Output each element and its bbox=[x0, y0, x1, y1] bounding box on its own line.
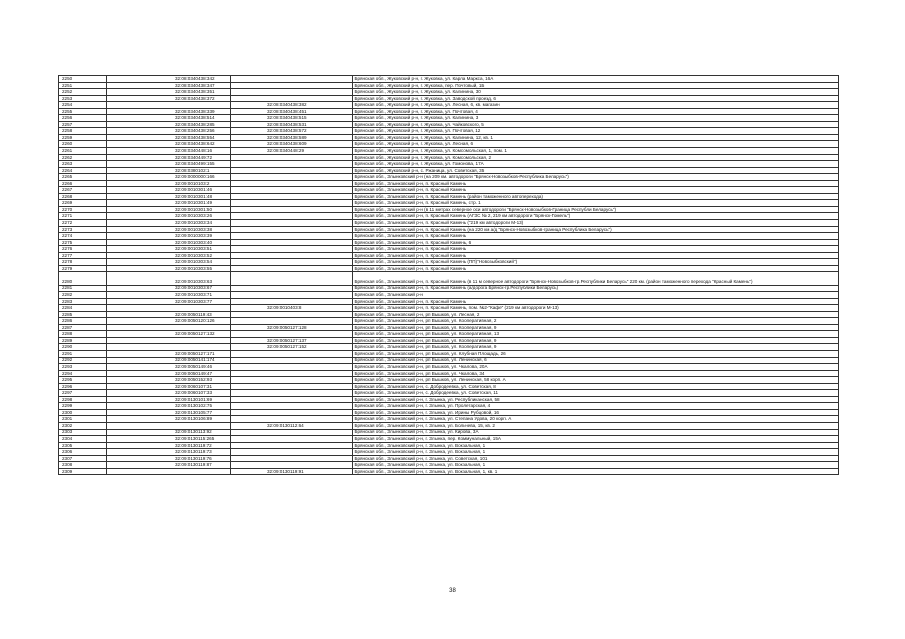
cadastral-number-cell: 32:09:0010303:71 bbox=[107, 292, 231, 299]
cadastral-number-cell: 32:09:0000000:166 bbox=[107, 174, 231, 181]
cadastral-number-cell: 32:08:0340438:256 bbox=[107, 128, 231, 135]
cadastral-number-cell: 32:09:0050119:43 bbox=[107, 311, 231, 318]
address-cell: Брянская обл., Злынковский р-н, г. Злынка, пер. Коммунальный, 15А bbox=[353, 436, 839, 443]
row-number-cell: 2255 bbox=[59, 108, 107, 115]
address-cell: Брянская обл., Жуковский р-н, г. Жуковка, ул. Калинина, 30 bbox=[353, 89, 839, 96]
row-number-cell: 2309 bbox=[59, 468, 107, 475]
cadastral-number-cell: 32:08:0340438:514 bbox=[107, 115, 231, 122]
table-row bbox=[59, 468, 839, 475]
row-number-cell: 2306 bbox=[59, 449, 107, 456]
row-number-cell: 2276 bbox=[59, 246, 107, 253]
row-number-cell: 2273 bbox=[59, 226, 107, 233]
cadastral-number-cell: 32:09:0010303:55 bbox=[107, 265, 231, 272]
row-number-cell: 2307 bbox=[59, 455, 107, 462]
address-cell: Брянская обл., Злынковский р-н, рп Вышков, ул. Кооперативная, 9 bbox=[353, 344, 839, 351]
cadastral-number-cell: 32:09:0130119:72 bbox=[107, 442, 231, 449]
row-number-cell: 2296 bbox=[59, 383, 107, 390]
address-cell: Брянская обл., Злынковский р-н, рп Вышков, ул. Лесная, 2 bbox=[353, 311, 839, 318]
address-cell: Брянская обл., Злынковский р-н, п. Красный Камень ("219 км автодороги М-13) bbox=[353, 220, 839, 227]
cadastral-number-cell: 32:09:0050120:126 bbox=[107, 318, 231, 325]
address-cell: Брянская обл., Злынковский р-н, п. Красный Камень (район таможенного автоперехода) bbox=[353, 193, 839, 200]
address-cell: Брянская обл., Злынковский р-н, рп Вышков, ул. Чкалова, 20А bbox=[353, 364, 839, 371]
row-number-cell: 2264 bbox=[59, 167, 107, 174]
row-number-cell: 2277 bbox=[59, 252, 107, 259]
address-cell: Брянская обл., Злынковский р-н, г. Злынка, ул. Ирины Рубцовой, 16 bbox=[353, 409, 839, 416]
row-number-cell: 2291 bbox=[59, 350, 107, 357]
cadastral-number-cell: 32:08:0340438:285 bbox=[107, 121, 231, 128]
address-cell: Брянская обл., Злынковский р-н, п. Красный Камень (ПП)"Новозыбковский") bbox=[353, 259, 839, 266]
row-number-cell: 2275 bbox=[59, 239, 107, 246]
building-cadastral-number-cell: 32:08:0340438:451 bbox=[231, 108, 353, 115]
address-cell: Брянская обл., Злынковский р-н, рп Вышков, ул. Клубная Площадь, 26 bbox=[353, 350, 839, 357]
address-cell: Брянская обл., Злынковский р-н bbox=[353, 292, 839, 299]
address-cell: Брянская обл., Злынковский р-н, с. Добродеевка, ул. Советская, 11 bbox=[353, 390, 839, 397]
row-number-cell: 2292 bbox=[59, 357, 107, 364]
cadastral-table bbox=[58, 75, 839, 475]
cadastral-number-cell: 32:09:0130101:69 bbox=[107, 396, 231, 403]
address-cell: Брянская обл., Злынковский р-н, г. Злынка, ул. Вокзальная, 1 bbox=[353, 462, 839, 469]
address-cell: Брянская обл., Злынковский р-н, п. Красный Камень (на 220 км а/д "Брянск-Новозыбков-граница Республика Беларусь") bbox=[353, 226, 839, 233]
address-cell: Брянская обл., Злынковский р-н, п. Красный Камень bbox=[353, 246, 839, 253]
cadastral-number-cell: 32:09:0130119:76 bbox=[107, 455, 231, 462]
address-cell: Брянская обл., Злынковский р-н, п. Красный Камень bbox=[353, 233, 839, 240]
address-cell: Брянская обл., Жуковский р-н, г. Жуковка, ул. Лесная, 6 bbox=[353, 141, 839, 148]
address-cell: Брянская обл., Злынковский р-н, рп Вышков, ул. Ленинская, 58 корп. А bbox=[353, 377, 839, 384]
cadastral-number-cell: 32:09:0060107:33 bbox=[107, 390, 231, 397]
row-number-cell: 2295 bbox=[59, 377, 107, 384]
cadastral-number-cell: 32:09:0130119:87 bbox=[107, 462, 231, 469]
address-cell: Брянская обл., Жуковский р-н, г. Жуковка, ул. Карла Маркса, 16А bbox=[353, 76, 839, 83]
row-number-cell: 2256 bbox=[59, 115, 107, 122]
cadastral-number-cell: 32:09:0060107:31 bbox=[107, 383, 231, 390]
cadastral-number-cell: 32:09:0010303:52 bbox=[107, 252, 231, 259]
address-cell: Брянская обл., Злынковский р-н, рп Вышков, ул. Чкалова, 34 bbox=[353, 370, 839, 377]
cadastral-number-cell: 32:08:0340438:351 bbox=[107, 89, 231, 96]
address-cell: Брянская обл., Жуковский р-н, г. Жуковка, ул. Комсомольская, 1, пом. 1 bbox=[353, 148, 839, 155]
address-cell: Брянская обл., Жуковский р-н, с. Ржаница, ул. Советская, 35 bbox=[353, 167, 839, 174]
cadastral-number-cell: 32:09:0050127:132 bbox=[107, 331, 231, 338]
row-number-cell: 2262 bbox=[59, 154, 107, 161]
building-cadastral-number-cell: 32:08:0340438:531 bbox=[231, 121, 353, 128]
cadastral-number-cell bbox=[107, 468, 231, 475]
cadastral-number-cell: 32:08:0340438:342 bbox=[107, 76, 231, 83]
address-cell: Брянская обл., Злынковский р-н, п. Красный Камень bbox=[353, 187, 839, 194]
row-number-cell: 2263 bbox=[59, 161, 107, 168]
cadastral-number-cell: 32:09:0050149:46 bbox=[107, 364, 231, 371]
cadastral-number-cell: 32:09:0010303:38 bbox=[107, 226, 231, 233]
address-cell: Брянская обл., Злынковский р-н, рп Вышков, ул. Кооперативная, 13 bbox=[353, 331, 839, 338]
row-number-cell: 2279 bbox=[59, 265, 107, 272]
row-number-cell: 2270 bbox=[59, 206, 107, 213]
row-number-cell: 2274 bbox=[59, 233, 107, 240]
cadastral-number-cell: 32:08:0340438:642 bbox=[107, 141, 231, 148]
row-number-cell: 2283 bbox=[59, 298, 107, 305]
row-number-cell: 2301 bbox=[59, 416, 107, 423]
address-cell: Брянская обл., Злынковский р-н, п. Красный Камень bbox=[353, 252, 839, 259]
row-number-cell: 2286 bbox=[59, 318, 107, 325]
cadastral-number-cell: 32:09:0130105:77 bbox=[107, 409, 231, 416]
address-cell: Брянская обл., Злынковский р-н, г. Злынка, ул. Пролетарская, 4 bbox=[353, 403, 839, 410]
row-number-cell: 2293 bbox=[59, 364, 107, 371]
address-cell: Брянская обл., Жуковский р-н, г. Жуковка, ул. Калинина, 3 bbox=[353, 115, 839, 122]
cadastral-number-cell: 32:09:0010303:77 bbox=[107, 298, 231, 305]
address-cell: Брянская обл., Жуковский р-н, г. Жуковка, ул. Заводской проезд, 6 bbox=[353, 95, 839, 102]
address-cell: Брянская обл., Злынковский р-н, г. Злынка, ул. Кирова, 3А bbox=[353, 429, 839, 436]
cadastral-number-cell: 32:08:0340448:16 bbox=[107, 148, 231, 155]
address-cell: Брянская обл., Злынковский р-н, г. Злынка, ул. Вокзальная, 1, кв. 1 bbox=[353, 468, 839, 475]
row-number-cell: 2298 bbox=[59, 396, 107, 403]
cadastral-number-cell: 32:08:0380102:1 bbox=[107, 167, 231, 174]
building-cadastral-number-cell: 32:09:0010403:8 bbox=[231, 305, 353, 312]
address-cell: Брянская обл., Злынковский р-н, с. Добродеевка, ул. Советская, 8 bbox=[353, 383, 839, 390]
row-number-cell: 2308 bbox=[59, 462, 107, 469]
address-cell: Брянская обл., Жуковский р-н, г. Жуковка, ул. Калинина, 12, кв. 1 bbox=[353, 134, 839, 141]
cadastral-number-cell: 32:09:0010301:50 bbox=[107, 206, 231, 213]
row-number-cell: 2285 bbox=[59, 311, 107, 318]
cadastral-number-cell: 32:09:0010303:39 bbox=[107, 233, 231, 240]
building-cadastral-number-cell: 32:09:0050127:128 bbox=[231, 324, 353, 331]
row-number-cell: 2289 bbox=[59, 337, 107, 344]
table-row bbox=[59, 272, 839, 285]
row-number-cell: 2282 bbox=[59, 292, 107, 299]
cadastral-number-cell: 32:09:0010303:26 bbox=[107, 213, 231, 220]
row-number-cell: 2303 bbox=[59, 429, 107, 436]
cadastral-number-cell: 32:09:0050141:174 bbox=[107, 357, 231, 364]
address-cell: Брянская обл., Злынковский р-н, г. Злынка, ул. Вокзальная, 1 bbox=[353, 442, 839, 449]
address-cell: Брянская обл., Жуковский р-н, г. Жуковка, ул. Лесная, 6, кв. магазин bbox=[353, 102, 839, 109]
row-number-cell: 2260 bbox=[59, 141, 107, 148]
row-number-cell: 2253 bbox=[59, 95, 107, 102]
address-cell: Брянская обл., Злынковский р-н, п. Красный Камень bbox=[353, 265, 839, 272]
cadastral-number-cell: 32:09:0010301:49 bbox=[107, 200, 231, 207]
row-number-cell: 2281 bbox=[59, 285, 107, 292]
address-cell: Брянская обл., Злынковский р-н, п. Красный Камень, стр. 1 bbox=[353, 200, 839, 207]
row-number-cell: 2259 bbox=[59, 134, 107, 141]
cadastral-number-cell: 32:08:0340449:72 bbox=[107, 154, 231, 161]
row-number-cell: 2302 bbox=[59, 422, 107, 429]
page-number: 38 bbox=[449, 588, 456, 594]
address-cell: Брянская обл., Злынковский р-н (на 209 км. автодороги "Брянск-Новозыбков-Республика Беларусь") bbox=[353, 174, 839, 181]
building-cadastral-number-cell: 32:08:0340438:572 bbox=[231, 128, 353, 135]
address-cell: Брянская обл., Жуковский р-н, г. Жуковка, ул. Чайковского, 5 bbox=[353, 121, 839, 128]
row-number-cell: 2287 bbox=[59, 324, 107, 331]
building-cadastral-number-cell: 32:08:0340438:382 bbox=[231, 102, 353, 109]
row-number-cell: 2290 bbox=[59, 344, 107, 351]
row-number-cell: 2294 bbox=[59, 370, 107, 377]
address-cell: Брянская обл., Злынковский р-н (в 11 метрах северное оси автодороги "Брянск-Новозыбков-Граница Республи Беларусь") bbox=[353, 206, 839, 213]
building-cadastral-number-cell: 32:08:0340448:29 bbox=[231, 148, 353, 155]
row-number-cell: 2284 bbox=[59, 305, 107, 312]
row-number-cell: 2258 bbox=[59, 128, 107, 135]
cadastral-number-cell: 32:09:0010303:51 bbox=[107, 246, 231, 253]
cadastral-number-cell: 32:09:0010103:2 bbox=[107, 180, 231, 187]
row-number-cell: 2269 bbox=[59, 200, 107, 207]
building-cadastral-number-cell: 32:09:0050127:137 bbox=[231, 337, 353, 344]
row-number-cell: 2252 bbox=[59, 89, 107, 96]
cadastral-number-cell: 32:09:0050149:47 bbox=[107, 370, 231, 377]
address-cell: Брянская обл., Злынковский р-н, г. Злынка, ул. Вокзальная, 1 bbox=[353, 449, 839, 456]
address-cell: Брянская обл., Злынковский р-н, п. Красный Камень (АГЗС № 2, 219 км автодороги "Брянск-Гомель") bbox=[353, 213, 839, 220]
row-number-cell: 2305 bbox=[59, 442, 107, 449]
row-number-cell: 2267 bbox=[59, 187, 107, 194]
address-cell: Брянская обл., Злынковский р-н, п. Красный Камень, пом. №2-"Кафе" (219 км автодороги М-13) bbox=[353, 305, 839, 312]
cadastral-number-cell: 32:09:0010301:48 bbox=[107, 193, 231, 200]
address-cell: Брянская обл., Жуковский р-н, г. Жуковка, ул. Почтовая, 4 bbox=[353, 108, 839, 115]
address-cell: Брянская обл., Злынковский р-н, г. Злынка, ул. Больчева, 15, кв. 2 bbox=[353, 422, 839, 429]
cadastral-number-cell: 32:09:0050127:171 bbox=[107, 350, 231, 357]
row-number-cell: 2265 bbox=[59, 174, 107, 181]
row-number-cell: 2254 bbox=[59, 102, 107, 109]
cadastral-number-cell: 32:09:0130102:75 bbox=[107, 403, 231, 410]
address-cell: Брянская обл., Злынковский р-н, рп Вышков, ул. Кооперативная, 2 bbox=[353, 318, 839, 325]
building-cadastral-number-cell: 32:08:0340438:515 bbox=[231, 115, 353, 122]
row-number-cell: 2251 bbox=[59, 82, 107, 89]
address-cell: Брянская обл., Жуковский р-н, г. Жуковка, ул. Гомонова, 17А bbox=[353, 161, 839, 168]
address-cell: Брянская обл., Злынковский р-н, п. Красный Камень bbox=[353, 180, 839, 187]
row-number-cell: 2278 bbox=[59, 259, 107, 266]
cadastral-number-cell: 32:09:0130115:265 bbox=[107, 436, 231, 443]
address-cell: Брянская обл., Злынковский р-н, рп Вышков, ул. Кооперативная, 9 bbox=[353, 324, 839, 331]
row-number-cell: 2272 bbox=[59, 220, 107, 227]
cadastral-number-cell: 32:09:0010303:67 bbox=[107, 285, 231, 292]
row-number-cell: 2266 bbox=[59, 180, 107, 187]
cadastral-number-cell: 32:09:0010303:54 bbox=[107, 259, 231, 266]
address-cell: Брянская обл., Злынковский р-н, п. Красный Камень (в 11 м северное автодороги "Брянск-Новозыбков-гр.Республики Беларусь" 220 км. (район таможенного перехода "Красный Камень") bbox=[353, 272, 839, 285]
building-cadastral-number-cell: 32:09:0050127:152 bbox=[231, 344, 353, 351]
row-number-cell: 2280 bbox=[59, 272, 107, 285]
row-number-cell: 2297 bbox=[59, 390, 107, 397]
address-cell: Брянская обл., Жуковский р-н, г. Жуковка, ул. Комсомольская, 2 bbox=[353, 154, 839, 161]
cadastral-number-cell: 32:09:0010301:46 bbox=[107, 187, 231, 194]
address-cell: Брянская обл., Злынковский р-н, г. Злынка, ул. Республиканская, 58 bbox=[353, 396, 839, 403]
building-cadastral-number-cell bbox=[231, 272, 353, 285]
row-number-cell: 2304 bbox=[59, 436, 107, 443]
cadastral-number-cell: 32:08:0340438:372 bbox=[107, 95, 231, 102]
row-number-cell: 2250 bbox=[59, 76, 107, 83]
cadastral-number-cell: 32:09:0010303:63 bbox=[107, 272, 231, 285]
cadastral-number-cell: 32:08:0340438:339 bbox=[107, 108, 231, 115]
address-cell: Брянская обл., Злынковский р-н, г. Злынка, ул. Степана Удова, 20 корп. А bbox=[353, 416, 839, 423]
building-cadastral-number-cell: 32:09:0130112:64 bbox=[231, 422, 353, 429]
address-cell: Брянская обл., Злынковский р-н, рп Вышков, ул. Кооперативная, 9 bbox=[353, 337, 839, 344]
cadastral-number-cell: 32:09:0010303:40 bbox=[107, 239, 231, 246]
building-cadastral-number-cell: 32:08:0340438:589 bbox=[231, 134, 353, 141]
table-body bbox=[59, 76, 839, 475]
row-number-cell: 2300 bbox=[59, 409, 107, 416]
cadastral-number-cell: 32:09:0010303:34 bbox=[107, 220, 231, 227]
address-cell: Брянская обл., Злынковский р-н, рп Вышков, ул. Ленинская, 6 bbox=[353, 357, 839, 364]
building-cadastral-number-cell: 32:08:0340438:609 bbox=[231, 141, 353, 148]
row-number-cell: 2271 bbox=[59, 213, 107, 220]
row-number-cell: 2288 bbox=[59, 331, 107, 338]
cadastral-number-cell: 32:08:0340438:554 bbox=[107, 134, 231, 141]
cadastral-number-cell: 32:08:0340499:155 bbox=[107, 161, 231, 168]
cadastral-number-cell: 32:09:0130106:89 bbox=[107, 416, 231, 423]
row-number-cell: 2257 bbox=[59, 121, 107, 128]
cadastral-number-cell: 32:09:0050152:93 bbox=[107, 377, 231, 384]
address-cell: Брянская обл., Жуковский р-н, г. Жуковка, пер. Почтовый, 1Б bbox=[353, 82, 839, 89]
row-number-cell: 2268 bbox=[59, 193, 107, 200]
cadastral-number-cell: 32:08:0340438:347 bbox=[107, 82, 231, 89]
address-cell: Брянская обл., Злынковский р-н, г. Злынка, ул. Советская, 101 bbox=[353, 455, 839, 462]
row-number-cell: 2261 bbox=[59, 148, 107, 155]
cadastral-number-cell: 32:09:0130119:73 bbox=[107, 449, 231, 456]
address-cell: Брянская обл., Злынковский р-н, п. Красный Камень, 6 bbox=[353, 239, 839, 246]
address-cell: Брянская обл., Жуковский р-н, г. Жуковка, ул. Почтовая, 12 bbox=[353, 128, 839, 135]
building-cadastral-number-cell: 32:09:0130119:91 bbox=[231, 468, 353, 475]
address-cell: Брянская обл., Злынковский р-н, п. Красный Камень (а/дорога Брянск-гр.Республики Беларусь) bbox=[353, 285, 839, 292]
row-number-cell: 2299 bbox=[59, 403, 107, 410]
cadastral-number-cell: 32:09:0130113:92 bbox=[107, 429, 231, 436]
address-cell: Брянская обл., Злынковский р-н, п. Красный Камень bbox=[353, 298, 839, 305]
